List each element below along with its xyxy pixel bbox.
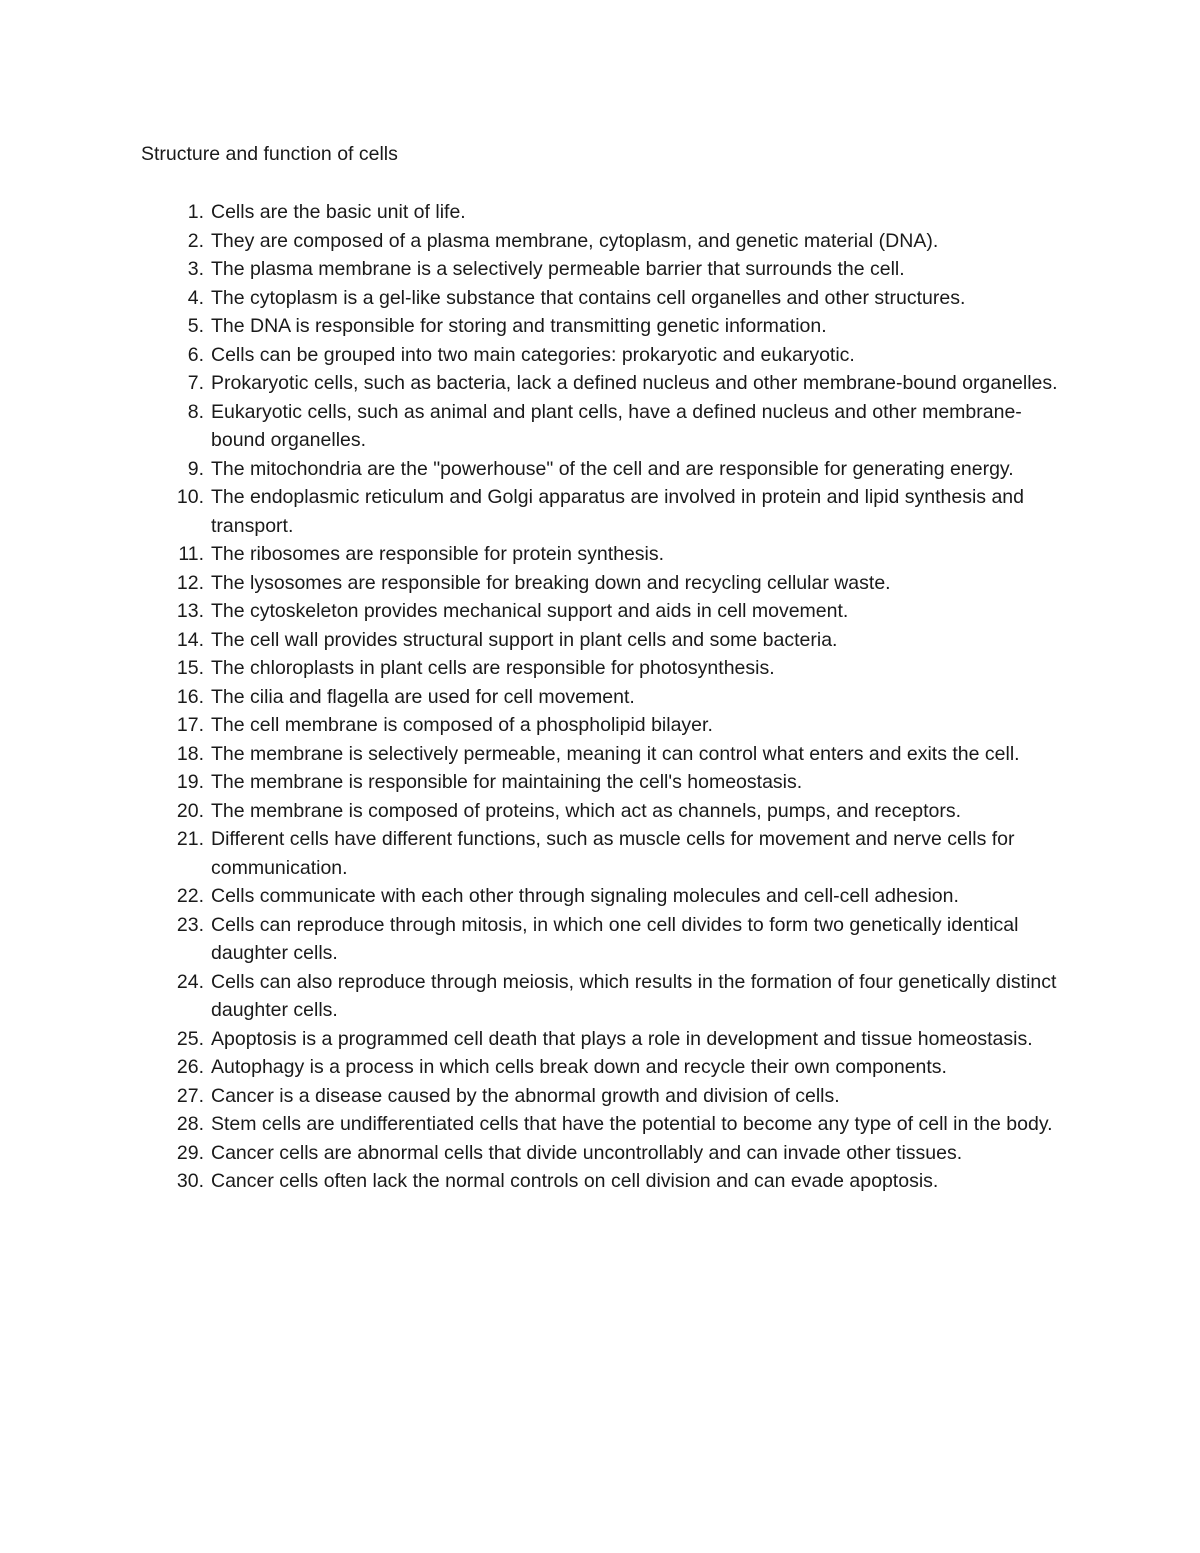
list-item-text: Cancer cells are abnormal cells that divide uncontrollably and can invade other tissues.	[211, 1141, 963, 1164]
list-item-number: 25.	[176, 1027, 204, 1050]
list-item-number: 12.	[176, 571, 204, 594]
list-item-number: 20.	[176, 799, 204, 822]
list-item	[0, 398, 1071, 455]
list-item-text: Autophagy is a process in which cells break down and recycle their own components.	[211, 1056, 947, 1078]
list-item-text: The membrane is selectively permeable, meaning it can control what enters and exits the cell.	[211, 742, 1020, 765]
list-item-number: 1.	[187, 201, 204, 223]
list-item	[0, 312, 1071, 341]
list-item-text: Cells can be grouped into two main categories: prokaryotic and eukaryotic.	[211, 343, 855, 366]
list-item-number: 3.	[187, 258, 204, 280]
list-item-text: The membrane is responsible for maintaining the cell's homeostasis.	[211, 771, 803, 793]
list-item	[0, 483, 1071, 540]
list-item	[0, 1110, 1071, 1139]
list-item-number: 18.	[176, 742, 204, 765]
list-item	[0, 911, 1071, 968]
list-item	[0, 540, 1071, 569]
list-item-number: 9.	[187, 457, 204, 480]
list-item-text: The endoplasmic reticulum and Golgi apparatus are involved in protein and lipid synthesis and transport.	[211, 486, 1024, 537]
list-item-number: 5.	[187, 315, 204, 337]
list-item-text: Cancer is a disease caused by the abnormal growth and division of cells.	[211, 1084, 840, 1107]
list-item-text: The ribosomes are responsible for protein synthesis.	[211, 543, 665, 565]
list-item-text: Different cells have different functions, such as muscle cells for movement and nerve cells for communication.	[211, 828, 1015, 879]
list-item-number: 4.	[187, 286, 204, 309]
list-item	[0, 1053, 1071, 1082]
list-item-text: Eukaryotic cells, such as animal and plant cells, have a defined nucleus and other membrane-bound organelles.	[211, 400, 1022, 451]
list-item	[0, 768, 1071, 797]
list-item	[0, 1025, 1071, 1054]
list-item-text: Cells are the basic unit of life.	[211, 201, 466, 223]
list-item-number: 2.	[187, 229, 204, 252]
list-item-number: 15.	[176, 657, 204, 679]
list-item	[0, 227, 1071, 256]
list-item-number: 28.	[176, 1113, 204, 1135]
list-item-number: 6.	[187, 343, 204, 366]
list-item-number: 23.	[176, 913, 204, 936]
list-item-text: Cancer cells often lack the normal controls on cell division and can evade apoptosis.	[211, 1170, 939, 1192]
list-item-text: Apoptosis is a programmed cell death that plays a role in development and tissue homeostasis.	[211, 1027, 1033, 1050]
list-item	[0, 255, 1071, 284]
list-item-number: 11.	[178, 543, 204, 565]
list-item	[0, 284, 1071, 313]
list-item-number: 21.	[176, 828, 204, 850]
list-item-number: 17.	[176, 714, 204, 736]
list-item-text: The cilia and flagella are used for cell movement.	[211, 685, 635, 708]
list-item-text: The cytoskeleton provides mechanical support and aids in cell movement.	[211, 600, 849, 622]
list-item-text: Cells communicate with each other through signaling molecules and cell-cell adhesion.	[211, 885, 959, 907]
list-item	[0, 455, 1071, 484]
list-item	[0, 654, 1071, 683]
list-item-number: 26.	[176, 1056, 204, 1078]
list-item-number: 13.	[176, 600, 204, 622]
list-item-number: 7.	[187, 372, 204, 394]
list-item-number: 29.	[176, 1141, 204, 1164]
list-item	[0, 569, 1071, 598]
list-item-number: 8.	[187, 400, 204, 423]
list-item-number: 24.	[176, 970, 204, 993]
list-item-text: The lysosomes are responsible for breaking down and recycling cellular waste.	[211, 571, 891, 594]
list-item-text: The cell membrane is composed of a phospholipid bilayer.	[211, 714, 713, 736]
list-item-text: The DNA is responsible for storing and transmitting genetic information.	[211, 315, 827, 337]
list-item-text: Prokaryotic cells, such as bacteria, lack a defined nucleus and other membrane-bound organelles.	[211, 372, 1058, 394]
list-item	[0, 711, 1071, 740]
list-item-number: 22.	[176, 885, 204, 907]
list-item-text: Stem cells are undifferentiated cells that have the potential to become any type of cell in the body.	[211, 1113, 1053, 1135]
list-item	[0, 1082, 1071, 1111]
list-item-text: The cytoplasm is a gel-like substance that contains cell organelles and other structures.	[211, 286, 966, 309]
list-item	[0, 597, 1071, 626]
list-item	[0, 1139, 1071, 1168]
list-item-text: The cell wall provides structural support in plant cells and some bacteria.	[211, 628, 838, 651]
list-item	[0, 797, 1071, 826]
list-item	[0, 369, 1071, 398]
list-item-text: Cells can reproduce through mitosis, in which one cell divides to form two genetically identical daughter cells.	[211, 913, 1019, 964]
list-item-text: The membrane is composed of proteins, which act as channels, pumps, and receptors.	[211, 799, 962, 822]
list-item-number: 27.	[176, 1084, 204, 1107]
list-item-number: 14.	[176, 628, 204, 651]
list-item-number: 16.	[176, 685, 204, 708]
list-item-number: 30.	[176, 1170, 204, 1192]
list-item	[0, 882, 1071, 911]
list-item-text: Cells can also reproduce through meiosis, which results in the formation of four genetically distinct daughter cells.	[211, 970, 1057, 1021]
list-item-text: The mitochondria are the "powerhouse" of the cell and are responsible for generating energy.	[211, 457, 1014, 480]
list-item-number: 19.	[176, 771, 204, 793]
list-item	[0, 968, 1071, 1025]
numbered-list	[0, 198, 1200, 1196]
list-item-text: They are composed of a plasma membrane, cytoplasm, and genetic material (DNA).	[211, 229, 939, 252]
list-item	[0, 825, 1071, 882]
list-item-text: The plasma membrane is a selectively permeable barrier that surrounds the cell.	[211, 258, 905, 280]
list-item	[0, 341, 1071, 370]
list-item	[0, 198, 1071, 227]
document-title: Structure and function of cells	[141, 143, 398, 165]
list-item-text: The chloroplasts in plant cells are responsible for photosynthesis.	[211, 657, 775, 679]
list-item	[0, 683, 1071, 712]
list-item	[0, 740, 1071, 769]
list-item-number: 10.	[176, 486, 204, 508]
list-item	[0, 626, 1071, 655]
list-item	[0, 1167, 1071, 1196]
